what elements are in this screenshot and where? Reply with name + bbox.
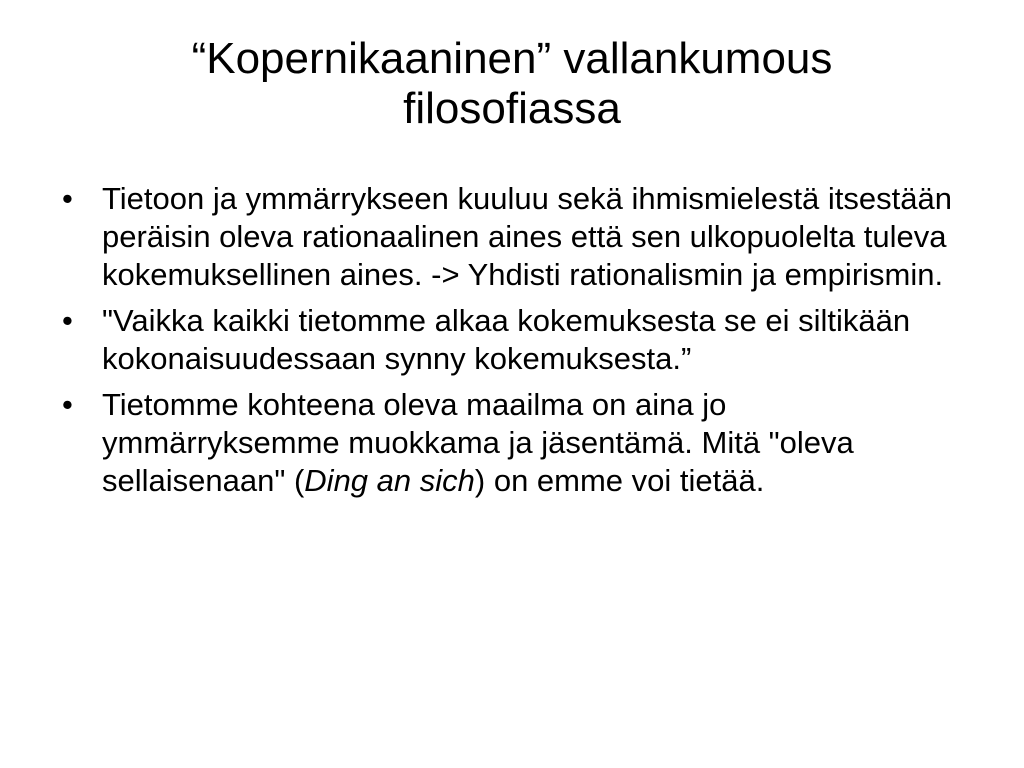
bullet-list — [58, 180, 968, 508]
bullet-item-2 — [58, 302, 968, 378]
bullet-text-before: Tietomme kohteena oleva maailma on aina jo ymmärryksemme muokkama ja jäsentämä. Mitä "oleva sellaisenaan" ( — [102, 387, 854, 498]
bullet-text-after: ) on emme voi tietää. — [474, 463, 765, 498]
bullet-text-italic: Ding an sich — [304, 463, 475, 498]
bullet-item-3 — [58, 386, 968, 500]
bullet-symbol: • — [62, 303, 73, 338]
bullet-item-1 — [58, 180, 968, 294]
bullet-text: "Vaikka kaikki tietomme alkaa kokemuksesta se ei siltikään kokonaisuudessaan synny kokemuksesta.” — [102, 303, 911, 376]
slide-title — [60, 34, 964, 134]
bullet-text: Tietoon ja ymmärrykseen kuuluu sekä ihmismielestä itsestään peräisin oleva rationaalinen aines että sen ulkopuolelta tuleva kokemuksellinen aines. -> Yhdisti rationalismin ja empirismin. — [102, 181, 952, 292]
slide-title-line-1: “Kopernikaaninen” vallankumous — [191, 34, 833, 83]
slide-title-line-2: filosofiassa — [403, 84, 621, 133]
bullet-symbol: • — [62, 387, 73, 422]
bullet-symbol: • — [62, 181, 73, 216]
